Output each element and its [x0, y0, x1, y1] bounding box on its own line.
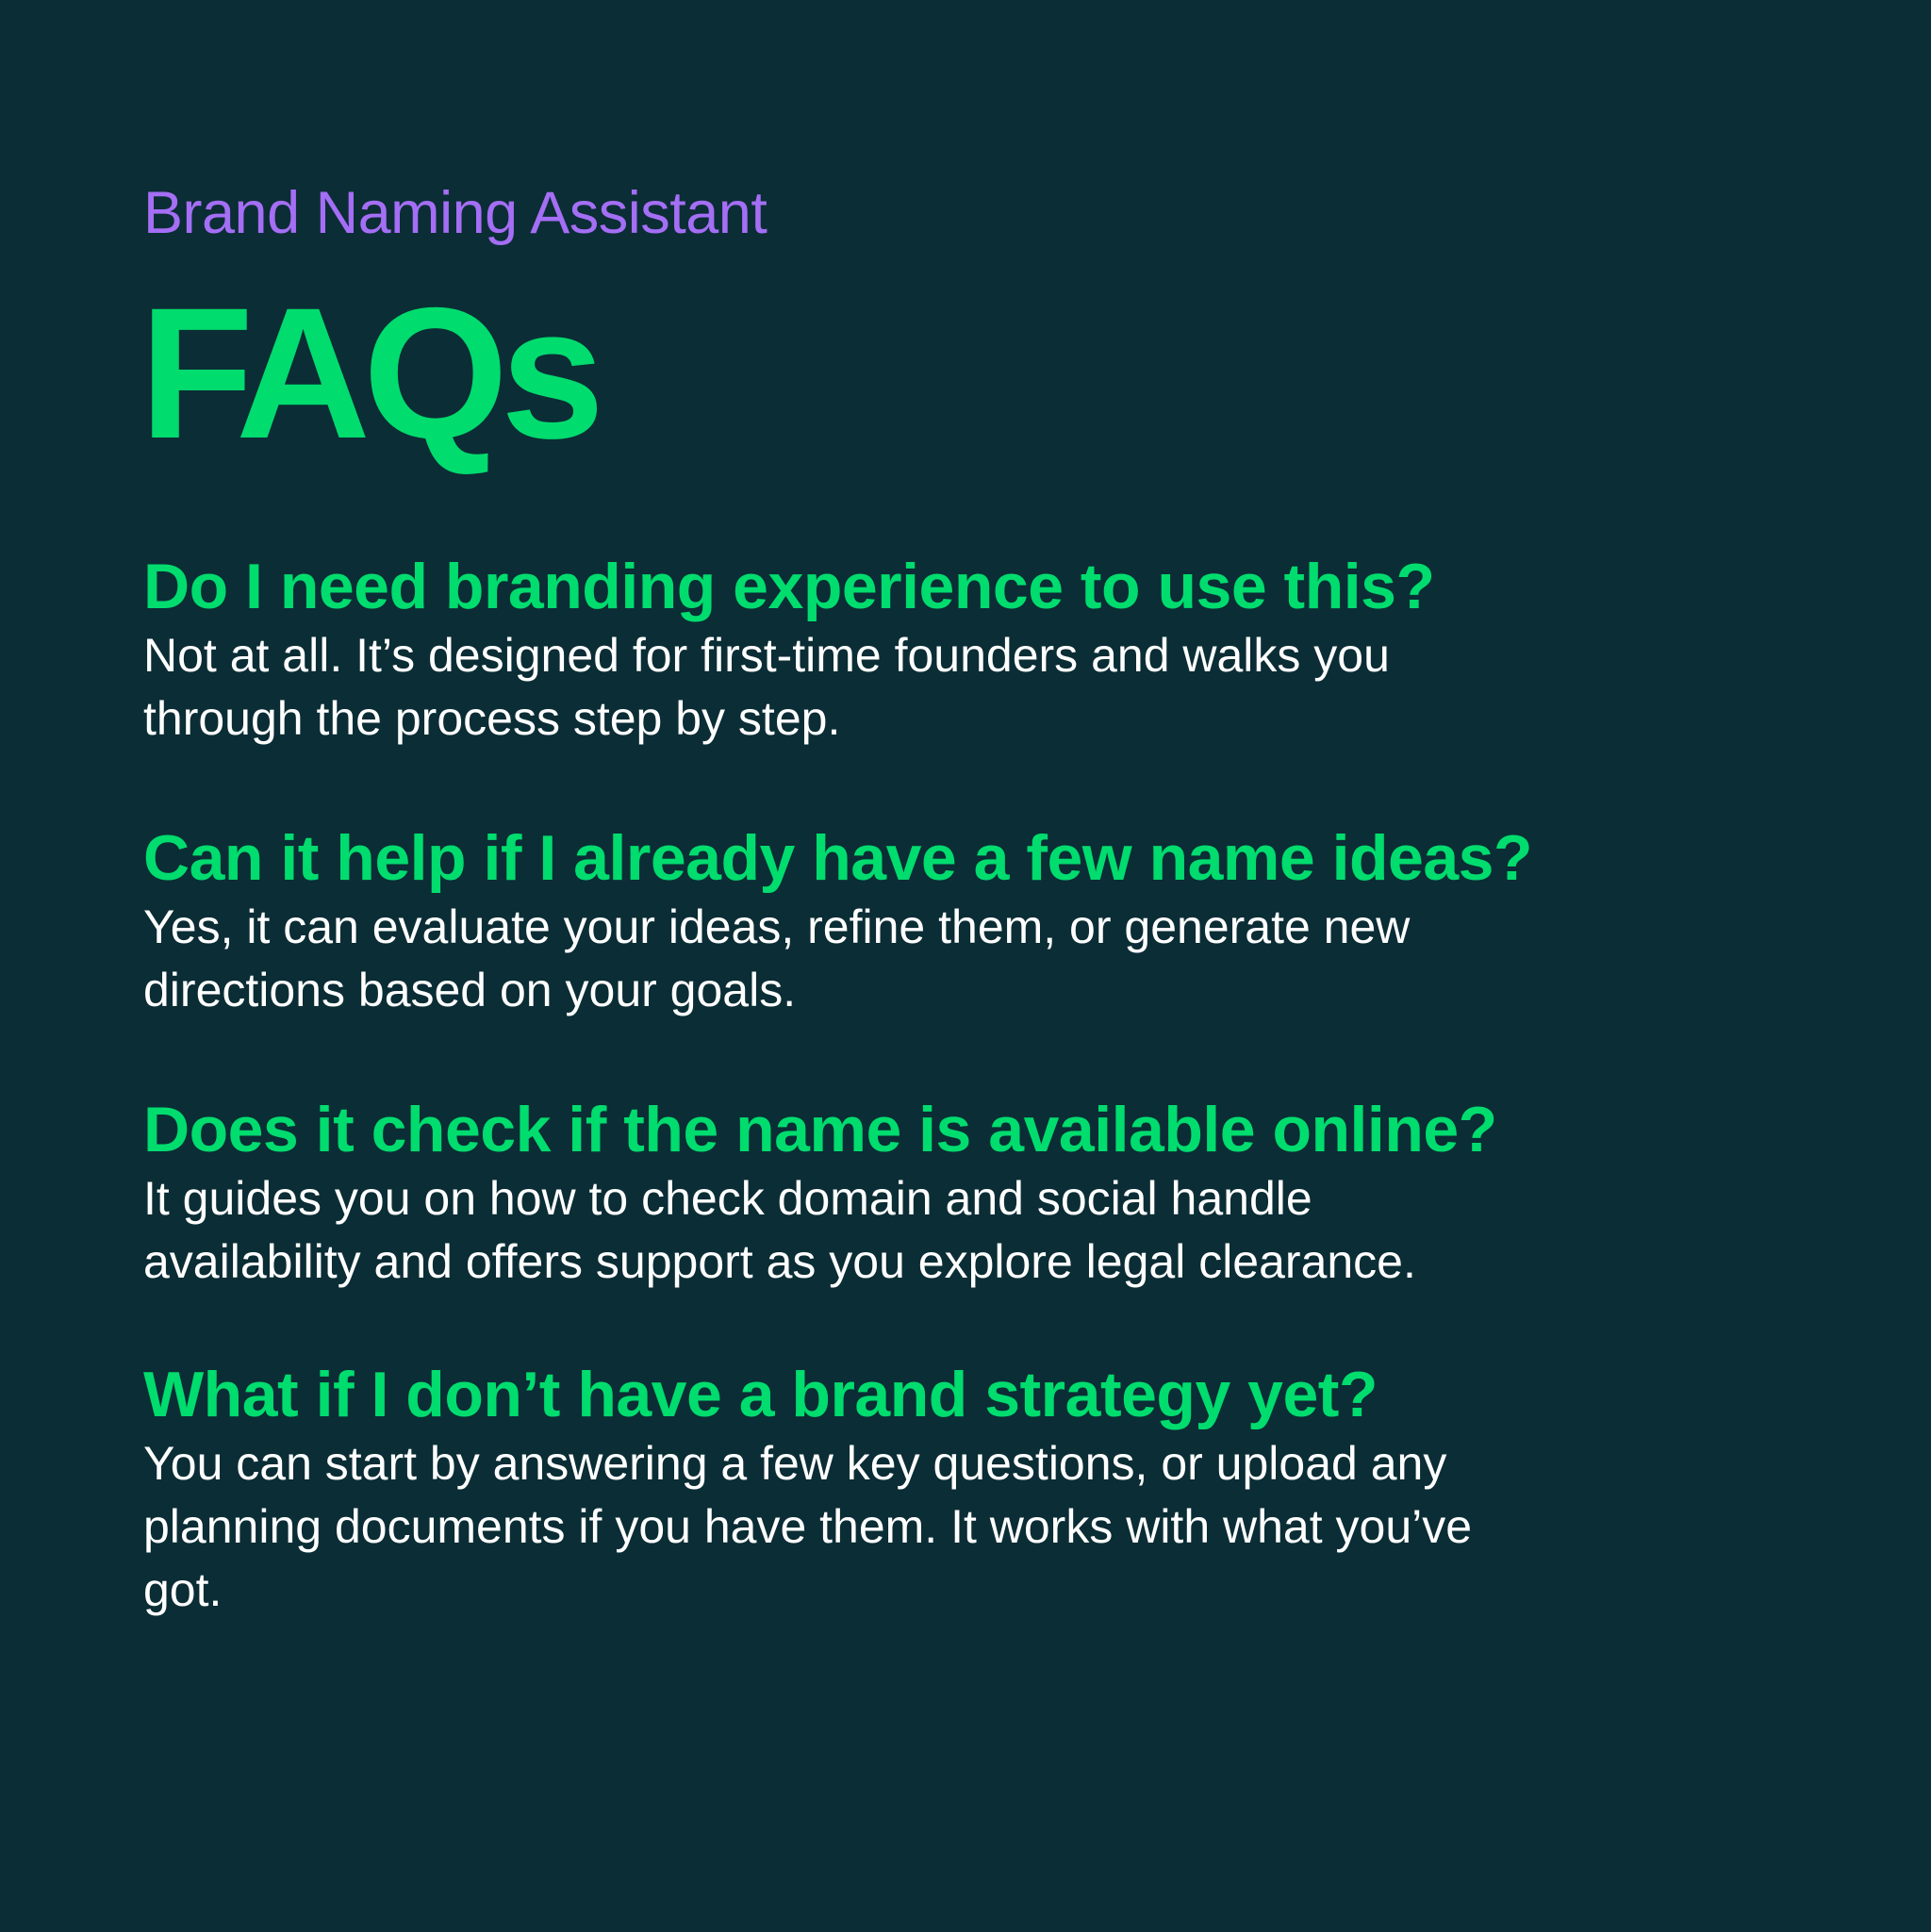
faq-answer-line: availability and offers support as you explore legal clearance.	[143, 1235, 1416, 1288]
faq-item	[143, 1092, 1840, 1294]
faq-question: Can it help if I already have a few name ideas?	[143, 822, 1533, 894]
faq-item	[143, 820, 1840, 1022]
faq-answer	[143, 1167, 1840, 1294]
faq-answer-line: through the process step by step.	[143, 692, 841, 745]
faq-answer-line: got.	[143, 1563, 223, 1616]
faq-answer	[143, 896, 1840, 1022]
faq-answer-line: You can start by answering a few key questions, or upload any	[143, 1437, 1447, 1490]
faq-question: Do I need branding experience to use this?	[143, 551, 1435, 622]
faq-question: Does it check if the name is available online?	[143, 1094, 1497, 1165]
faq-answer-line: Not at all. It’s designed for first-time founders and walks you	[143, 629, 1390, 682]
faq-item	[143, 1357, 1840, 1622]
faq-item	[143, 549, 1840, 751]
page-title: FAQs	[140, 269, 598, 477]
faq-answer	[143, 1432, 1840, 1622]
product-name: Brand Naming Assistant	[143, 180, 767, 246]
faq-answer-line: It guides you on how to check domain and social handle	[143, 1172, 1312, 1225]
faq-question: What if I don’t have a brand strategy yet?	[143, 1359, 1378, 1430]
faq-answer-line: planning documents if you have them. It works with what you’ve	[143, 1500, 1473, 1553]
faq-answer-line: directions based on your goals.	[143, 964, 797, 1016]
faq-answer	[143, 624, 1840, 751]
faq-answer-line: Yes, it can evaluate your ideas, refine them, or generate new	[143, 900, 1411, 953]
